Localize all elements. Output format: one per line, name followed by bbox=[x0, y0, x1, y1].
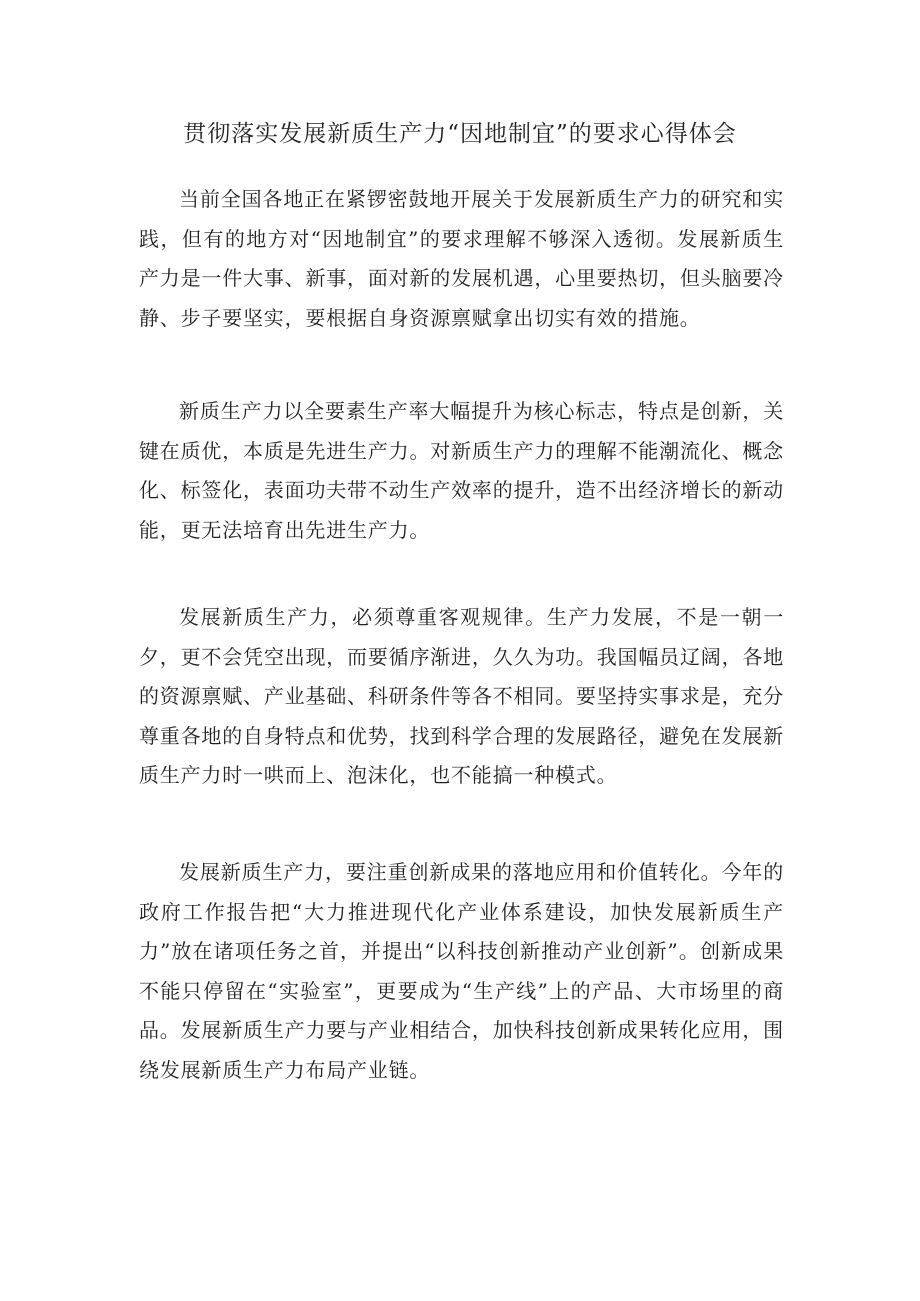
document-title: 贯彻落实发展新质生产力“因地制宜”的要求心得体会 bbox=[183, 121, 737, 147]
paragraph-4: 发展新质生产力，要注重创新成果的落地应用和价值转化。今年的政府工作报告把“大力推进现代化产业体系建设，加快发展新质生产力”放在诸项任务之首，并提出“以科技创新推动产业创新”。创新成果不能只停留在“实验室”，更要成为“生产线”上的产品、大市场里的商品。发展新质生产力要与产业相结合，加快科技创新成果转化应用，围绕发展新质生产力布局产业链。 bbox=[139, 860, 784, 1082]
paragraph-1: 当前全国各地正在紧锣密鼓地开展关于发展新质生产力的研究和实践，但有的地方对“因地制宜”的要求理解不够深入透彻。发展新质生产力是一件大事、新事，面对新的发展机遇，心里要热切，但头脑要冷静、步子要坚实，要根据自身资源禀赋拿出切实有效的措施。 bbox=[139, 187, 784, 330]
paragraph-3: 发展新质生产力，必须尊重客观规律。生产力发展，不是一朝一夕，更不会凭空出现，而要循序渐进，久久为功。我国幅员辽阔，各地的资源禀赋、产业基础、科研条件等各不相同。要坚持实事求是，充分尊重各地的自身特点和优势，找到科学合理的发展路径，避免在发展新质生产力时一哄而上、泡沫化，也不能搞一种模式。 bbox=[139, 605, 784, 787]
paragraph-2: 新质生产力以全要素生产率大幅提升为核心标志，特点是创新，关键在质优，本质是先进生产力。对新质生产力的理解不能潮流化、概念化、标签化，表面功夫带不动生产效率的提升，造不出经济增长的新动能，更无法培育出先进生产力。 bbox=[139, 399, 784, 542]
